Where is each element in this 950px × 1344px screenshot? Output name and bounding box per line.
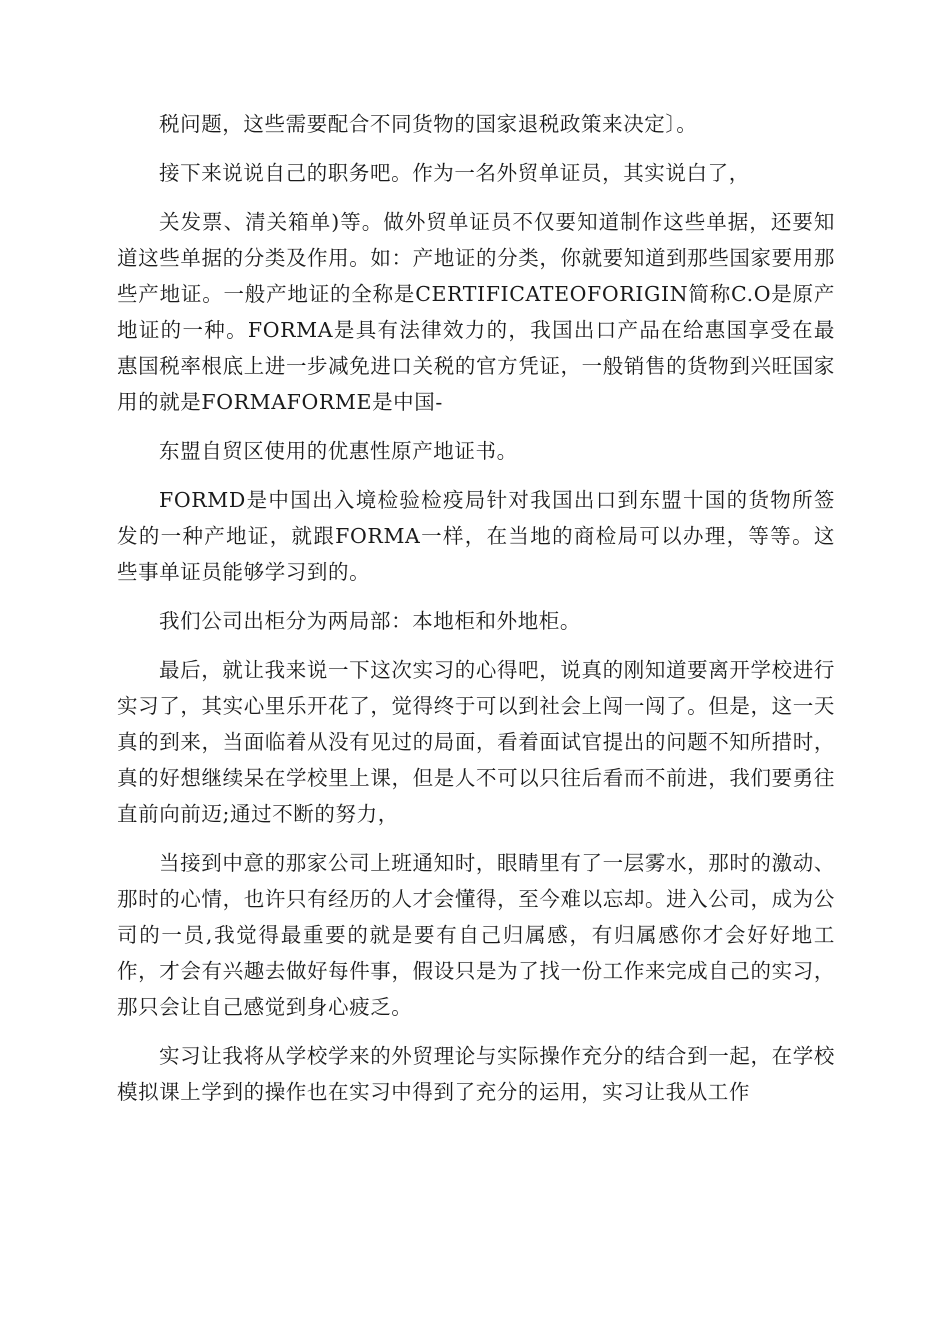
document-body xyxy=(117,106,835,1110)
paragraph-job-duty: 接下来说说自己的职务吧。作为一名外贸单证员，其实说白了， xyxy=(159,161,750,185)
paragraph-documents-origin: 关发票、清关箱单)等。做外贸单证员不仅要知道制作这些单据，还要知道这些单据的分类及作用。如：产地证的分类，你就要知道到那些国家要用那些产地证。一般产地证的全称是CERTIFICATEOFORIGIN简称C.O是原产地证的一种。FORMA是具有法律效力的，我国出口产品在给惠国享受在最惠国税率根底上进一步减免进口关税的官方凭证，一般销售的货物到兴旺国家用的就是FORMAFORME是中国- xyxy=(117,210,835,414)
paragraph-reflection: 最后，就让我来说一下这次实习的心得吧，说真的刚知道要离开学校进行实习了，其实心里乐开花了，觉得终于可以到社会上闯一闯了。但是，这一天真的到来，当面临着从没有见过的局面，看着面试官提出的问题不知所措时，真的好想继续呆在学校里上课，但是人不可以只往后看而不前进，我们要勇往直前向前迈;通过不断的努力， xyxy=(117,658,835,826)
paragraph-formd: FORMD是中国出入境检验检疫局针对我国出口到东盟十国的货物所签发的一种产地证，就跟FORMA一样，在当地的商检局可以办理，等等。这些事单证员能够学习到的。 xyxy=(117,488,835,584)
paragraph-belonging: 当接到中意的那家公司上班通知时，眼睛里有了一层雾水，那时的激动、那时的心情，也许只有经历的人才会懂得，至今难以忘却。进入公司，成为公司的一员,我觉得最重要的就是要有自己归属感，有归属感你才会好好地工作，才会有兴趣去做好每件事，假设只是为了找一份工作来完成自己的实习，那只会让自己感觉到身心疲乏。 xyxy=(117,851,835,1019)
paragraph-tax-issue: 税问题，这些需要配合不同货物的国家退税政策来决定〕。 xyxy=(159,112,698,136)
paragraph-theory-practice: 实习让我将从学校学来的外贸理论与实际操作充分的结合到一起，在学校模拟课上学到的操作也在实习中得到了充分的运用，实习让我从工作 xyxy=(117,1044,835,1104)
paragraph-containers: 我们公司出柜分为两局部：本地柜和外地柜。 xyxy=(159,609,581,633)
paragraph-asean-certificate: 东盟自贸区使用的优惠性原产地证书。 xyxy=(159,439,518,463)
